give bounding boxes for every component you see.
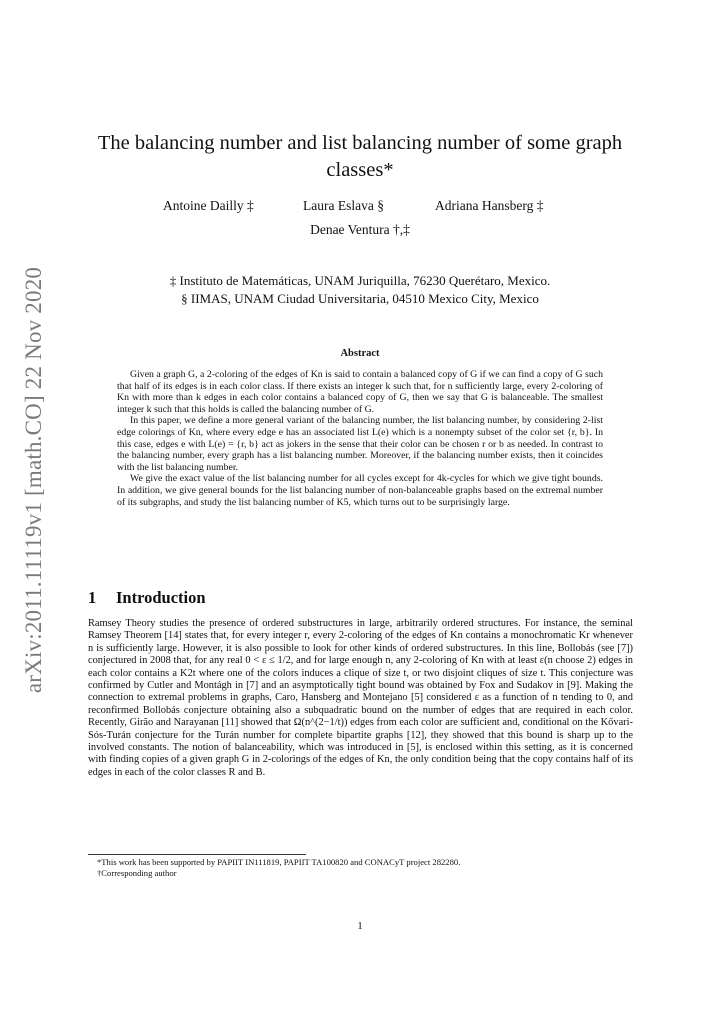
- abstract-heading: Abstract: [340, 348, 380, 359]
- footnotes: [97, 857, 627, 879]
- section-number: 1: [88, 588, 97, 607]
- author-dailly: Antoine Dailly ‡: [163, 198, 254, 213]
- introduction-body: [88, 618, 633, 779]
- abstract-paragraph: In this paper, we define a more general variant of the balancing number, the list balancing number, by considering 2-list edge colorings of Kn, where every edge e has an associated list L(e) which is a nonempty subset of the color set {r, b}. In this case, edges e with L(e) = {r, b} act as jokers in the sense that their color can be chosen r or b as needed. In contrast to the balancing number, every graph has a list balancing number. Moreover, if the balancing number exists, then it coincides with the list balancing number.: [117, 415, 603, 473]
- abstract-body: [117, 369, 603, 508]
- abstract-paragraph: We give the exact value of the list balancing number for all cycles except for 4k-cycles for which we give tight bounds. In addition, we give general bounds for the list balancing number of non-balanceable graphs based on the extremal number of its subgraphs, and study the list balancing number of K5, which turns out to be surprisingly large.: [117, 473, 603, 508]
- author-hansberg: Adriana Hansberg ‡: [435, 198, 544, 213]
- footnote-corresponding: †Corresponding author: [97, 868, 177, 878]
- footnote-funding: *This work has been supported by PAPIIT IN111819, PAPIIT TA100820 and CONACyT project 282280.: [97, 857, 461, 867]
- author-ventura: Denae Ventura †,‡: [310, 222, 410, 237]
- arxiv-sidebar-stamp: [4, 265, 64, 695]
- arxiv-identifier: arXiv:2011.11119v1 [math.CO] 22 Nov 2020: [21, 266, 46, 694]
- affiliation-iimas: § IIMAS, UNAM Ciudad Universitaria, 04510 Mexico City, Mexico: [181, 291, 539, 306]
- abstract-paragraph: Given a graph G, a 2-coloring of the edges of Kn is said to contain a balanced copy of G if we can find a copy of G such that half of its edges is in each color class. If there exists an integer k such that, for n sufficiently large, every 2-coloring of Kn with more than k edges in each color contains a balanced copy of G, then we say that G is balanceable. The smallest integer k such that this holds is called the balancing number of G.: [117, 369, 603, 415]
- affiliations: [90, 272, 630, 308]
- section-title: Introduction: [116, 588, 206, 607]
- body-paragraph: Ramsey Theory studies the presence of ordered substructures in large, arbitrarily ordered structures. For instance, the seminal Ramsey Theorem [14] states that, for every integer r, every 2-coloring of the edges of Kn contains a monochromatic Kr whenever n is sufficiently large. However, it is also possible to look for other kinds of ordered substructures. In this line, Bollobás (see [7]) conjectured in 2008 that, for any real 0 < ε ≤ 1/2, and for large enough n, any 2-coloring of Kn with at least ε(n choose 2) edges in each color contains a K2t where one of the colors induces a clique of size t, or two disjoint cliques of size t. This conjecture was confirmed by Cutler and Montágh in [7] and an asymptotically tight bound was obtained by Fox and Sudakov in [9]. Making the connection to extremal problems in graphs, Caro, Hansberg and Montejano [5] considered ε as a function of n tending to 0, and reconfirmed Bollobás conjecture obtaining also a subquadratic bound on the number of edges that are required in each color. Recently, Girão and Narayanan [11] showed that Ω(n^(2−1/t)) edges from each color are sufficient and, conditional on the Kővari-Sós-Turán conjecture for the Turán number for complete bipartite graphs [12], they showed that this bound is sharp up to the involved constants. The notion of balanceability, which was introduced in [5], is enclosed within this setting, as it is concerned with finding copies of a given graph G in 2-colorings of the edges of Kn, the only condition being that the copy contains half of its edges in each of the color classes R and B.: [88, 618, 633, 778]
- page-number: 1: [357, 920, 363, 932]
- author-eslava: Laura Eslava §: [303, 198, 384, 213]
- paper-title: The balancing number and list balancing number of some graph classes*: [97, 132, 623, 181]
- footnote-rule: [88, 854, 306, 855]
- author-ventura-line: [90, 222, 630, 238]
- affiliation-unam-juriquilla: ‡ Instituto de Matemáticas, UNAM Juriquilla, 76230 Querétaro, Mexico.: [169, 273, 551, 288]
- section-heading: [88, 588, 206, 608]
